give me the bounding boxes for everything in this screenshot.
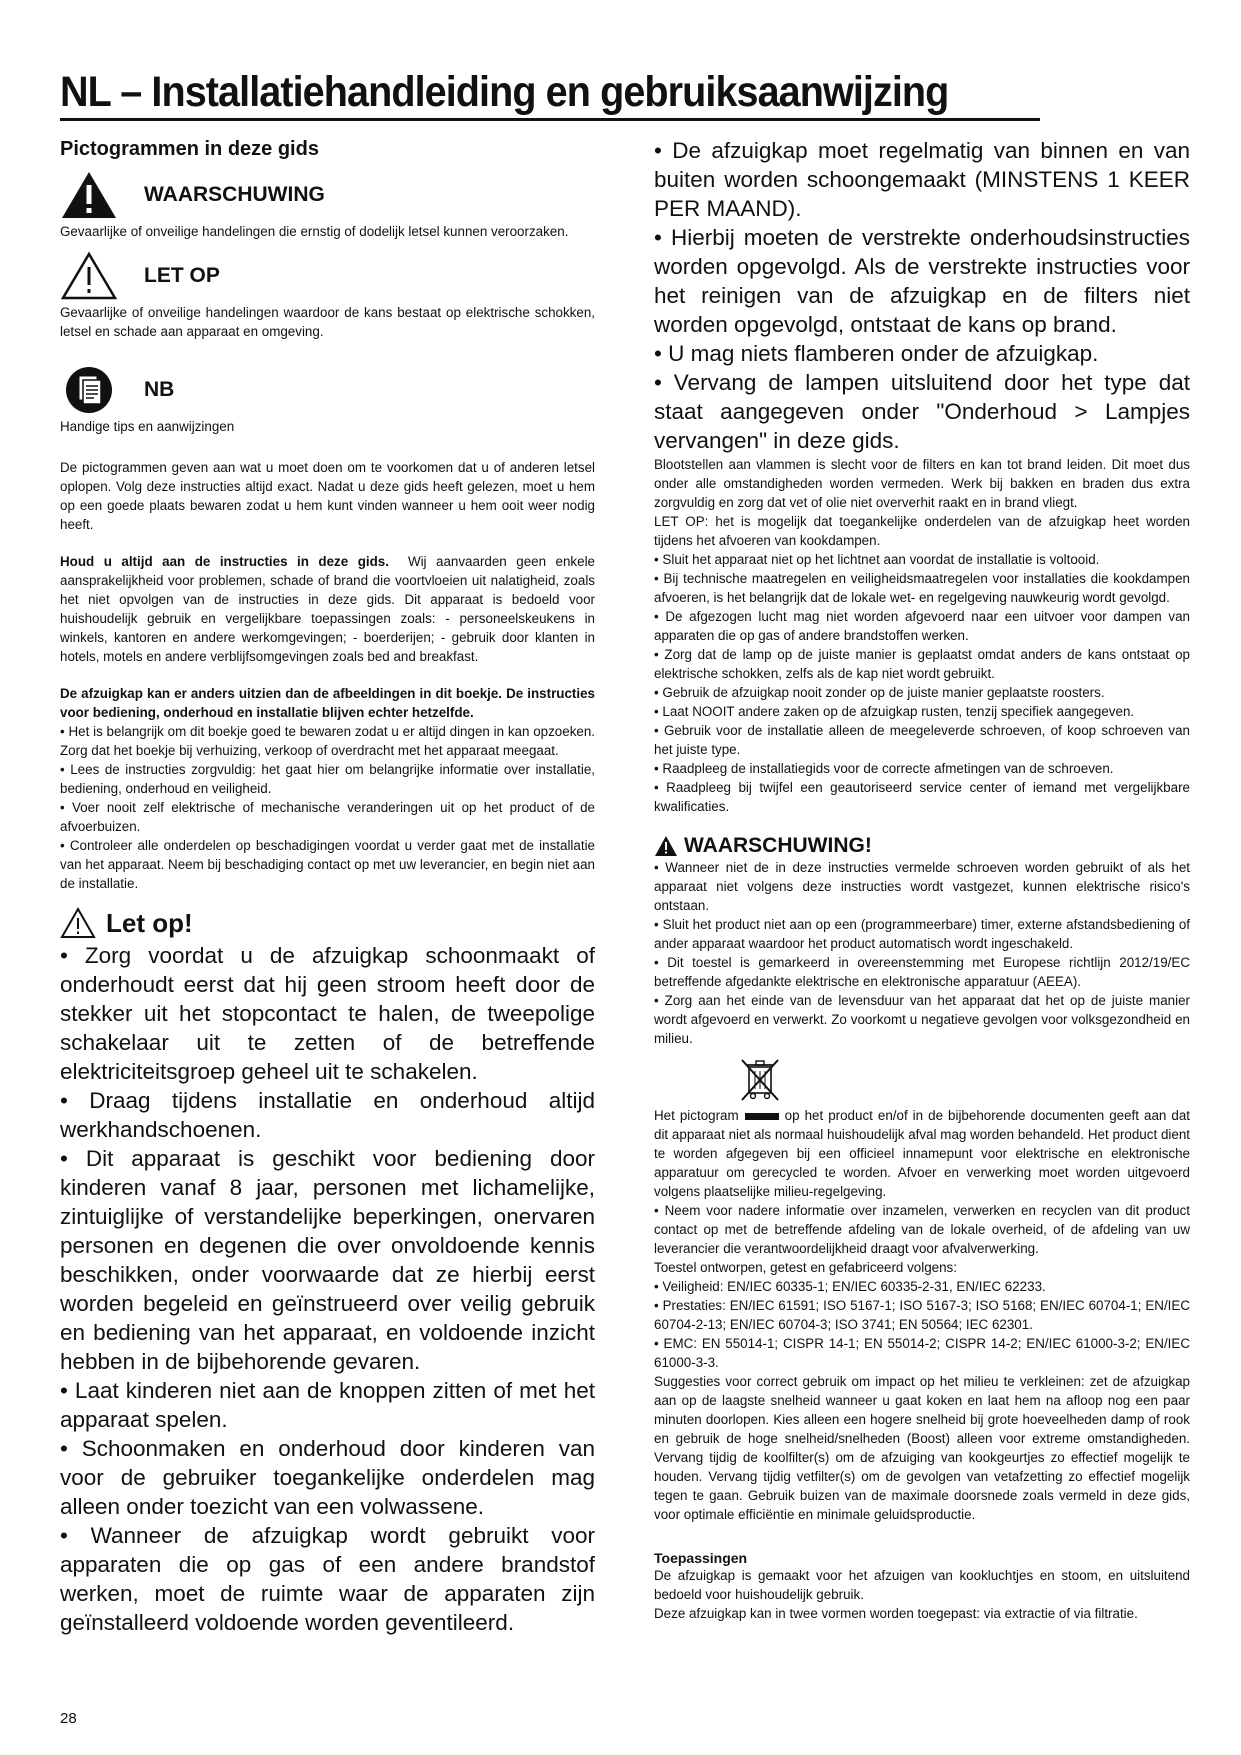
list-item: • Prestaties: EN/IEC 61591; ISO 5167-1; ISO 5167-3; ISO 5168; EN/IEC 60704-1; EN/IEC 60704-2-13; EN/IEC 60704-3; ISO 3741; EN 50564; IEC 62301. xyxy=(654,1298,1190,1332)
small-bullet-list xyxy=(60,722,595,893)
list-item: • Zorg aan het einde van de levensduur van het apparaat dat het op de juiste manier wordt afgevoerd en verwerkt. Zo voorkomt u negatieve gevolgen voor volksgezondheid en milieu. xyxy=(654,993,1190,1046)
list-item: • Draag tijdens installatie en onderhoud altijd werkhandschoenen. xyxy=(60,1088,595,1142)
list-item: • Gebruik de afzuigkap nooit zonder op de juiste manier geplaatste roosters. xyxy=(654,685,1105,700)
left-column xyxy=(60,136,595,1637)
nb-pictogram-row xyxy=(60,365,595,415)
caution-label: LET OP xyxy=(144,264,220,287)
right-column xyxy=(654,136,1190,1623)
list-item: • Wanneer niet de in deze instructies vermelde schroeven worden gebruikt of als het apparaat niet volgens deze instructies wordt vastgezet, kunnen elektrische risico's ontstaan. xyxy=(654,860,1190,913)
letop-heading-text: Let op! xyxy=(106,907,193,938)
list-item: • Lees de instructies zorgvuldig: het gaat hier om belangrijke informatie over installatie, bediening, onderhoud en veiligheid. xyxy=(60,762,595,796)
list-item: • Gebruik voor de installatie alleen de meegeleverde schroeven, of koop schroeven van het juiste type. xyxy=(654,723,1190,757)
crossed-out-wheelie-bin-icon xyxy=(736,1054,784,1102)
caution-description: Gevaarlijke of onveilige handelingen waardoor de kans bestaat op elektrische schokken, letsel en schade aan apparaat en omgeving. xyxy=(60,305,595,339)
warning-heading xyxy=(654,834,1190,858)
list-item: LET OP: het is mogelijk dat toegankelijke onderdelen van de afzuigkap heet worden tijdens het afvoeren van kookdampen. xyxy=(654,514,1190,548)
list-item: • Raadpleeg bij twijfel een geautoriseerd service center of iemand met vergelijkbare kwalificaties. xyxy=(654,780,1190,814)
list-item: Blootstellen aan vlammen is slecht voor de filters en kan tot brand leiden. Dit moet dus onder alle omstandigheden worden vermeden. Werk bij bakken en braden dus extra zorgvuldig en zorg dat vet of olie niet oververhit raakt en in brand vliegt. xyxy=(654,457,1190,510)
list-item: • Veiligheid: EN/IEC 60335-1; EN/IEC 60335-2-31, EN/IEC 62233. xyxy=(654,1279,1046,1294)
list-item: • Controleer alle onderdelen op beschadigingen voordat u verder gaat met de installatie van het apparaat. Neem bij beschadiging contact op met uw leverancier, en begin niet aan de installatie. xyxy=(60,838,595,891)
list-item: • Laat NOOIT andere zaken op de afzuigkap rusten, tenzij specifiek aangegeven. xyxy=(654,704,1135,719)
pictogram-pre: Het pictogram xyxy=(654,1108,739,1123)
page-number: 28 xyxy=(60,1710,77,1727)
list-item: Toestel ontworpen, getest en gefabriceerd volgens: xyxy=(654,1260,957,1275)
warning-notes xyxy=(654,858,1190,1048)
intro-paragraph: De pictogrammen geven aan wat u moet doen om te voorkomen dat u of anderen letsel oplopen. Volg deze instructies altijd exact. Nadat u deze gids heeft gelezen, moet u hem op een goede plaats bewaren zodat u hem kunt vinden wanneer u hem ooit weer nodig heeft. xyxy=(60,460,595,532)
list-item: • Neem voor nadere informatie over inzamelen, verwerken en recyclen van dit product contact op met de betreffende afdeling van de lokale overheid, of de afdeling van uw leverancier die verantwoordelijkheid draagt voor afvalverwerking. xyxy=(654,1203,1190,1256)
list-item: • Wanneer de afzuigkap wordt gebruikt voor apparaten die op gas of een andere brandstof werken, moet de ruimte waar de apparaten zijn geïnstalleerd voldoende worden geventileerd. xyxy=(60,1523,595,1635)
applications-heading: Toepassingen xyxy=(654,1550,748,1566)
list-item: • Hierbij moeten de verstrekte onderhoudsinstructies worden opgevolgd. Als de verstrekte instructies voor het reinigen van de afzuigkap en de filters niet worden opgevolgd, ontstaat de kans op brand. xyxy=(654,225,1190,337)
warning-triangle-icon xyxy=(654,835,678,857)
list-item: • De afgezogen lucht mag niet worden afgevoerd naar een uitvoer voor dampen van apparaten die op gas of andere brandstoffen werken. xyxy=(654,609,1190,643)
list-item: • Voer nooit zelf elektrische of mechanische veranderingen uit op het product of de afvoerbuizen. xyxy=(60,800,595,834)
warning-heading-text: WAARSCHUWING! xyxy=(684,834,872,857)
bin-underline-bar xyxy=(745,1113,779,1120)
list-item: • Raadpleeg de installatiegids voor de correcte afmetingen van de schroeven. xyxy=(654,761,1114,776)
big-bullet-list xyxy=(654,136,1190,455)
list-item: • De afzuigkap moet regelmatig van binnen en van buiten worden schoongemaakt (MINSTENS 1 KEER PER MAAND). xyxy=(654,138,1190,221)
list-item: • Schoonmaken en onderhoud door kinderen van voor de gebruiker toegankelijke onderdelen mag alleen onder toezicht van een volwassene. xyxy=(60,1436,595,1519)
caution-triangle-icon xyxy=(60,251,118,301)
keep-instructions-bold: Houd u altijd aan de instructies in deze gids. xyxy=(60,554,389,569)
list-item: • EMC: EN 55014-1; CISPR 14-1; EN 55014-2; CISPR 14-2; EN/IEC 61000-3-2; EN/IEC 61000-3-3. xyxy=(654,1336,1190,1370)
big-bullet-list xyxy=(60,941,595,1637)
caution-pictogram-row xyxy=(60,251,595,301)
warning-description: Gevaarlijke of onveilige handelingen die ernstig of dodelijk letsel kunnen veroorzaken. xyxy=(60,224,569,239)
list-item: Deze afzuigkap kan in twee vormen worden toegepast: via extractie of via filtratie. xyxy=(654,1606,1138,1621)
differ-notice: De afzuigkap kan er anders uitzien dan de afbeeldingen in dit boekje. De instructies voor bediening, onderhoud en installatie blijven echter hetzelfde. xyxy=(60,686,595,720)
page-title: NL – Installatiehandleiding en gebruiksaanwijzing xyxy=(60,68,949,116)
pictogram-paragraph xyxy=(654,1106,1190,1201)
caution-triangle-icon xyxy=(60,907,96,939)
list-item: • Zorg voordat u de afzuigkap schoonmaakt of onderhoudt eerst dat hij geen stroom heeft door de stekker uit het stopcontact te halen, de tweepolige schakelaar uit te zetten of de betreffende elektriciteitsgroep geheel uit te schakelen. xyxy=(60,943,595,1084)
list-item: • Sluit het product niet aan op een (programmeerbare) timer, externe afstandsbediening of ander apparaat waardoor het product automatisch wordt ingeschakeld. xyxy=(654,917,1190,951)
warning-triangle-icon xyxy=(60,170,118,220)
note-document-icon xyxy=(60,365,118,415)
list-item: • Het is belangrijk om dit boekje goed te bewaren zodat u er altijd dingen in kan opzoeken. Zorg dat het boekje bij verhuizing, verkoop of overdracht met het apparaat meegaat. xyxy=(60,724,595,758)
list-item: • Dit apparaat is geschikt voor bediening door kinderen vanaf 8 jaar, personen met lichamelijke, zintuiglijke of verstandelijke beperkingen, onervaren personen en degenen die over onvoldoende kennis beschikken, onder voorwaarde dat ze hierbij eerst worden begeleid en geïnstrueerd over veilig gebruik en bediening van het apparaat, en voldoende inzicht hebben in de bijbehorende gevaren. xyxy=(60,1146,595,1374)
list-item: De afzuigkap is gemaakt voor het afzuigen van kookluchtjes en stoom, en uitsluitend bedoeld voor huishoudelijk gebruik. xyxy=(654,1568,1190,1602)
list-item: • U mag niets flamberen onder de afzuigkap. xyxy=(654,341,1099,366)
list-item: • Vervang de lampen uitsluitend door het type dat staat aangegeven onder "Onderhoud > Lampjes vervangen" in deze gids. xyxy=(654,370,1190,453)
list-item: • Zorg dat de lamp op de juiste manier is geplaatst omdat anders de kans ontstaat op elektrische schokken, zelfs als de kap niet wordt gebruikt. xyxy=(654,647,1190,681)
warning-label: WAARSCHUWING xyxy=(144,183,325,206)
pictogram-post: op het product en/of in de bijbehorende documenten geeft aan dat dit apparaat niet als normaal huishoudelijk afval mag worden behandeld. Het product dient te worden afgegeven bij een officieel innamepunt voor elektrische en elektronische apparatuur om gerecycled te worden. Afvoer en verwerking moet worden uitgevoerd volgens plaatselijke milieu-regelgeving. xyxy=(654,1108,1190,1199)
keep-instructions-text: Wij aanvaarden geen enkele aansprakelijkheid voor problemen, schade of brand die voortvloeien uit nalatigheid, zoals het niet opvolgen van de instructies in deze gids. Dit apparaat is bedoeld voor huishoudelijk gebruik en vergelijkbare toepassingen zoals: - personeelskeukens in winkels, kantoren en andere werkomgevingen; - boerderijen; - gebruik door klanten in hotels, motels en andere verblijfsomgevingen zoals bed and breakfast. xyxy=(60,554,595,664)
nb-label: NB xyxy=(144,378,175,401)
safety-notes xyxy=(654,455,1190,816)
standards-notes xyxy=(654,1201,1190,1524)
letop-heading xyxy=(60,907,595,939)
keep-instructions-paragraph xyxy=(60,552,595,666)
pictogram-heading: Pictogrammen in deze gids xyxy=(60,138,319,160)
list-item: • Laat kinderen niet aan de knoppen zitten of met het apparaat spelen. xyxy=(60,1378,595,1432)
list-item: Suggesties voor correct gebruik om impact op het milieu te verkleinen: zet de afzuigkap aan op de laagste snelheid wanneer u gaat koken en laat hem na afloop nog een paar minuten doorlopen. Kies alleen een hogere snelheid bij grote hoeveelheden damp of rook en gebruik de hoge snelheid/snelheden (Boost) alleen voor extreme omstandigheden. Vervang tijdig de koolfilter(s) om de afzuiging van kookgeurtjes zo effectief mogelijk te houden. Vervang tijdig vetfilter(s) om de gevolgen van vetafzetting zo effectief mogelijk tegen te gaan. Gebruik buizen van de maximale doorsnede zoals vermeld in deze gids, voor optimale efficiëntie en minimale geluidsproductie. xyxy=(654,1374,1190,1522)
list-item: • Bij technische maatregelen en veiligheidsmaatregelen voor installaties die kookdampen afvoeren, is het belangrijk dat de lokale wet- en regelgeving nauwkeurig wordt gevolgd. xyxy=(654,571,1190,605)
warning-pictogram-row xyxy=(60,170,595,220)
list-item: • Sluit het apparaat niet op het lichtnet aan voordat de installatie is voltooid. xyxy=(654,552,1100,567)
title-underline xyxy=(60,118,1040,121)
list-item: • Dit toestel is gemarkeerd in overeenstemming met Europese richtlijn 2012/19/EC betreffende afgedankte elektrische en elektronische apparatuur (AEEA). xyxy=(654,955,1190,989)
nb-description: Handige tips en aanwijzingen xyxy=(60,419,235,434)
